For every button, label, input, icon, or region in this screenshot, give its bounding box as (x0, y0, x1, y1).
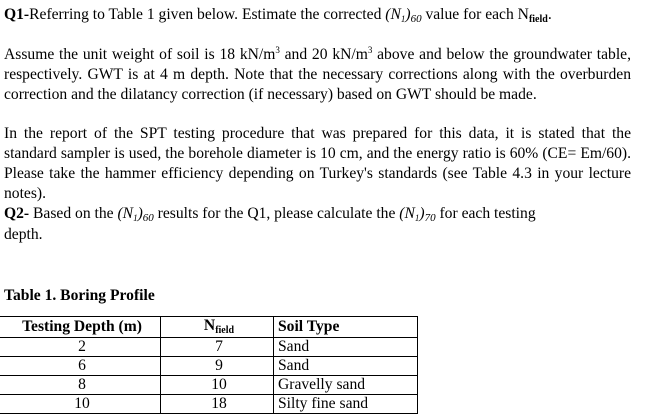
header-soil-type: Soil Type (274, 317, 418, 338)
assumptions-paragraph: Assume the unit weight of soil is 18 $kN/m^3$ and 20 $kN/m^3$ above and below the groundwater table, respectively. GWT is at 4 m depth. Note that the necessary corrections along with the overburden correction and the dilatancy correction (if necessary) based on GWT should be made. (4, 44, 631, 103)
cell-nfield: 10 (161, 376, 274, 395)
question-1: Q1-Referring to Table 1 given below. Estimate the corrected (N1)60 value for each Nfield. (4, 6, 552, 25)
n1-70-symbol: (N1)70 (399, 205, 436, 224)
table-header-row (0, 317, 418, 338)
cell-nfield: 7 (161, 338, 274, 357)
table-row (0, 395, 418, 414)
n1-symbol: (N1)60 (385, 6, 422, 25)
cell-depth: 2 (0, 338, 161, 357)
n1-60-symbol: (N1)60 (117, 205, 154, 224)
cell-depth: 6 (0, 357, 161, 376)
question-2: Q2- Based on the (N1)60 results for the Q1, please calculate the (N1)70 for each testing depth. (4, 205, 536, 243)
cell-depth: 10 (0, 395, 161, 414)
table-row (0, 338, 418, 357)
cell-nfield: 18 (161, 395, 274, 414)
cell-depth: 8 (0, 376, 161, 395)
cell-soil-type: Sand (274, 357, 418, 376)
q2-label: Q2- (4, 205, 30, 222)
cell-soil-type: Silty fine sand (274, 395, 418, 414)
cell-nfield: 9 (161, 357, 274, 376)
cell-soil-type: Gravelly sand (274, 376, 418, 395)
boring-profile-table (0, 316, 418, 414)
header-depth: Testing Depth (m) (0, 317, 161, 338)
table-row (0, 376, 418, 395)
spt-procedure-paragraph: In the report of the SPT testing procedure that was prepared for this data, it is stated that the standard sampler is used, the borehole diameter is 10 cm, and the energy ratio is 60% (CE= Em/60). Please take the hammer efficiency depending on Turkey's standards (see Table 4.3 in your lecture notes). (4, 125, 631, 202)
q1-label: Q1- (4, 6, 30, 23)
table-row (0, 357, 418, 376)
header-nfield: Nfield (161, 317, 274, 338)
table-caption: Table 1. Boring Profile (4, 287, 155, 304)
cell-soil-type: Sand (274, 338, 418, 357)
